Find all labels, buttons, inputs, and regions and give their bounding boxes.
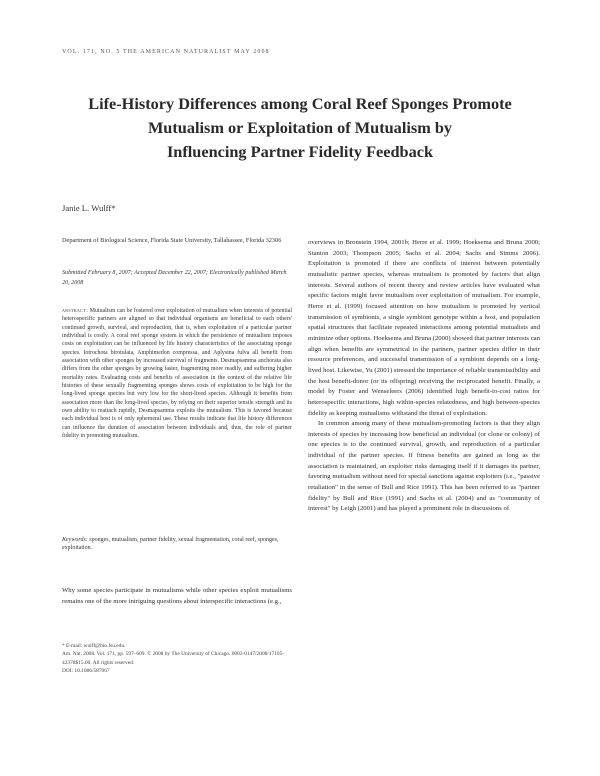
abstract-text: Mutualism can be fostered over exploitation of mutualism when interests of potential heterospecific partners are aligned so that individual organisms are beneficial to each others' continued growth, survival, and reproduction, that is, when exploitation of a particular partner individual is costly. A coral reef sponge system in which the persistence of mutualism imposes costs on exploitation can be influenced by life history characteristics of the associating sponge species. Iotrochota birotulata, Amphimedon compressa, and Aplysina fulva all benefit from association with other sponges by increased survival of fragments. Desmapsamma anchorata also differs from the other sponges by growing faster, fragmenting more readily, and suffering higher mortality rates. Evaluating costs and benefits of association in the context of the relative life histories of these sexually fragmenting sponges shows costs of exploitation to be high for the long-lived sponge species but very low for the short-lived species. Although it benefits from association more than the long-lived species, by relying on their superior tensile strength and its own ability to reattach rapidly, Desmapsamma exploits the mutualism. This is favored because each individual host is of only ephemeral use. These results indicate that life history differences can influence the duration of association between individuals and, thus, the role of partner fidelity in promoting mutualism.: [62, 308, 292, 440]
body-paragraph: In common among many of these mutualism-promoting factors is that they align interests of species by increasing how beneficial an individual (or clone or colony) of one species is to the continued survival, growth, and reproduction of a particular individual of the partner species. If fitness benefits are gained as long as the association is maintained, an exploiter risks damaging itself if it damages its partner, favoring mutualism without need for special sanctions against exploiters (i.e., "passive retaliation" in the sense of Bull and Rice 1991). This has been referred to as "partner fidelity" by Bull and Rice (1991) and Sachs et al. (2004) and as "community of interest" by Leigh (2001) and has played a prominent role in discussions of: [308, 420, 540, 513]
title-line: Mutualism or Exploitation of Mutualism by: [147, 118, 453, 137]
title-line: Influencing Partner Fidelity Feedback: [166, 142, 434, 161]
author-affiliation: Department of Biological Science, Florida State University, Tallahassee, Florida 32306: [62, 237, 282, 244]
body-paragraph: overviews in Bronstein 1994, 2001b; Herre et al. 1999; Hoeksema and Bruna 2000; Stanton 2003; Thompson 2005; Sachs et al. 2004; Sachs and Simms 2006). Exploitation is promoted if there are conflicts of interest between potentially mutualistic partner species, whereas mutualism is promoted by factors that align interests. Several authors of recent theory and review articles have evaluated what specific factors might favor mutualism over exploitation of mutualism. For example, Herre et al. (1999) focused attention on how mutualism is promoted by vertical transmission of symbionts, a single symbiont genotype within a host, and population spatial structures that facilitate repeated interactions among potential mutualists and minimize other options. Hoeksema and Bruna (2000) showed that partner interests can align when benefits are symmetrical to the partners, partner species differ in their resource preferences, and successful transmission of a symbiont depends on a long-lived host. Likewise, Yu (2001) stressed the importance of reliable transmissibility and the host benefit-donor (or its offspring) receiving the reciprocated benefit. Finally, a model by Foster and Wenseleers (2006) identified high benefit-to-cost ratios for heterospecific interactions, high within-species relatedness, and high between-species fidelity as keeping mutualisms withstand the threat of exploitation.: [308, 239, 540, 417]
intro-paragraph: Why some species participate in mutualisms while other species exploit mutualisms remains one of the more intriguing questions about interspecific interactions (e.g.,: [62, 587, 292, 605]
keywords-label: Keywords:: [62, 537, 88, 543]
publication-dates: Submitted February 8, 2007; Accepted December 22, 2007; Electronically published March 20, 2008: [62, 270, 287, 287]
right-column: [308, 238, 540, 515]
article-title: [40, 92, 560, 164]
author-name: Janie L. Wulff*: [62, 203, 116, 213]
title-line: Life-History Differences among Coral Reef Sponges Promote: [88, 94, 512, 113]
footnote-citation: Am. Nat. 2008. Vol. 171, pp. 597–609. © 2008 by The University of Chicago. 0003-0147/2008/17105-42378$15.00. All rights reserved.: [62, 651, 285, 666]
abstract-label: abstract:: [62, 308, 89, 314]
footnote-email: * E-mail: wulff@bio.fsu.edu.: [62, 643, 126, 649]
footnote-doi: DOI: 10.1086/587067: [62, 667, 110, 674]
running-head: VOL. 171, NO. 5 THE AMERICAN NATURALIST MAY 2008: [62, 49, 270, 55]
keywords: [62, 536, 292, 553]
abstract: [62, 307, 292, 441]
introduction: [62, 586, 292, 607]
keywords-text: sponges, mutualism, partner fidelity, sexual fragmentation, coral reef, sponges, exploitation.: [62, 537, 279, 552]
footnote: [62, 642, 292, 675]
